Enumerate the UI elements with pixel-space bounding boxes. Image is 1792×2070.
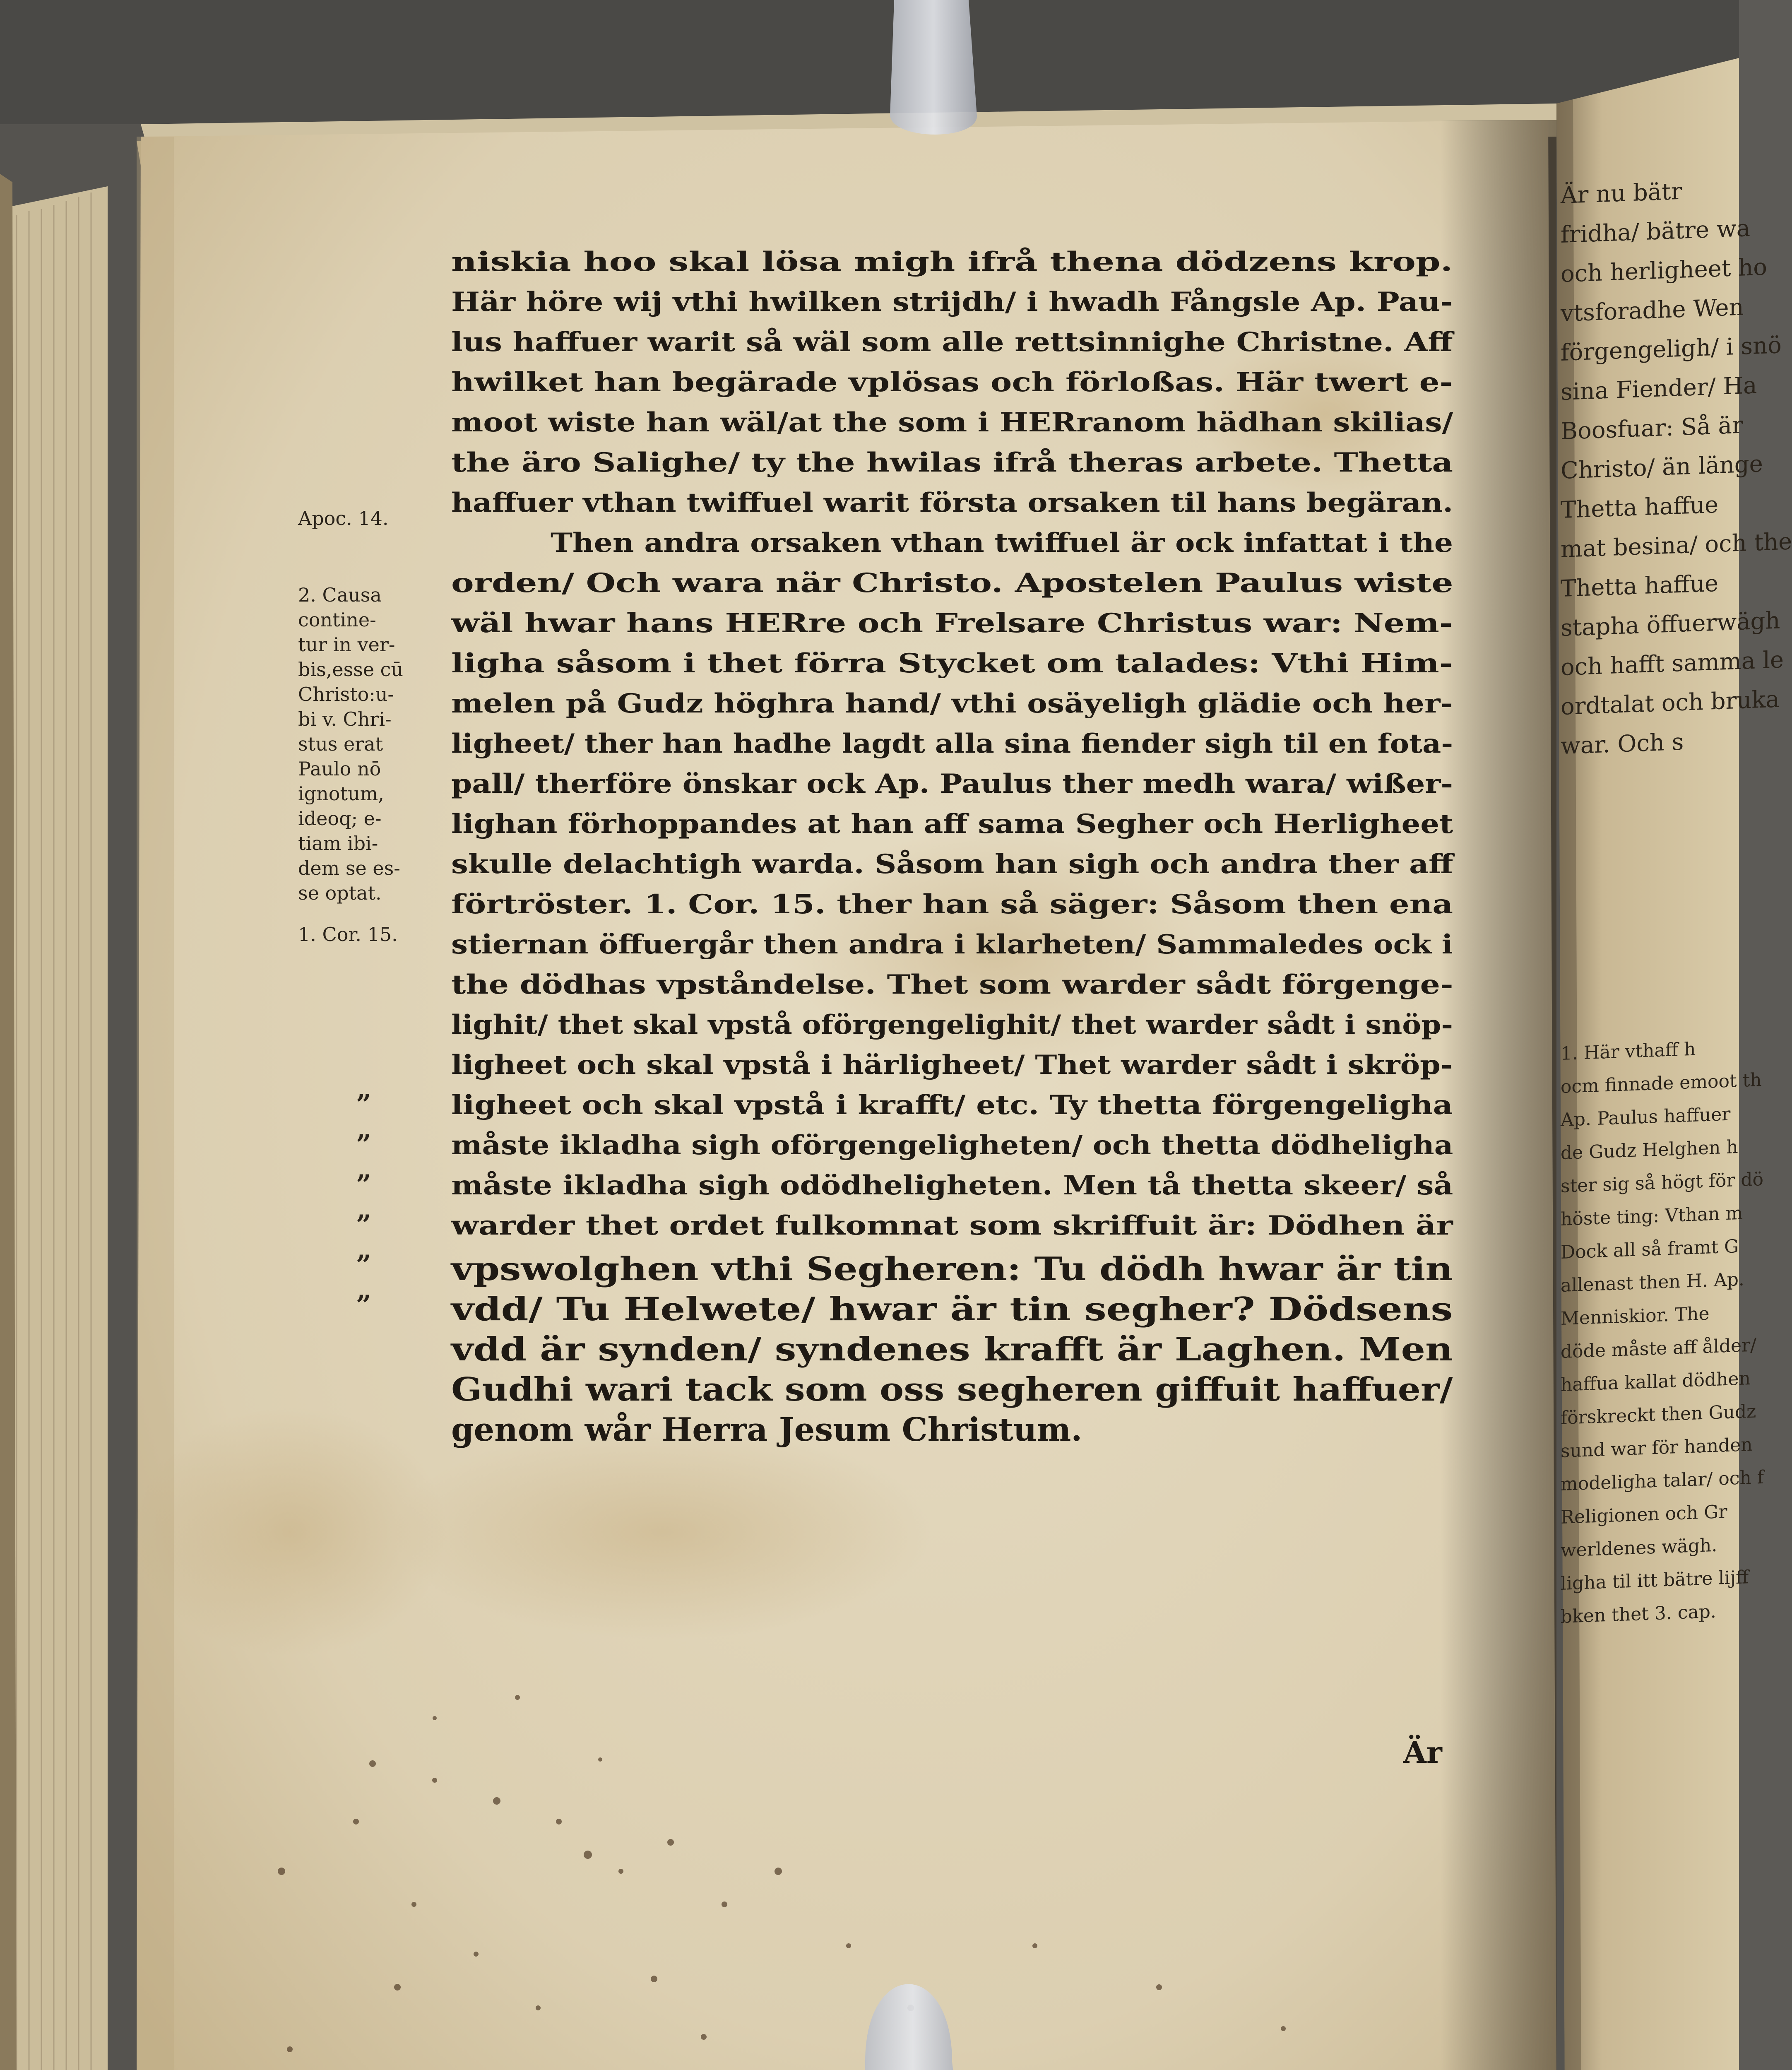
margin-note-line: se optat.: [298, 882, 382, 904]
quote-mark: ”: [356, 1290, 371, 1321]
catchword: Är: [1403, 1735, 1442, 1770]
text-line: vpswolghen vthi Segheren: Tu dödh hwar är tin: [451, 1250, 1453, 1288]
facing-text-line: bken thet 3. cap.: [1561, 1601, 1716, 1627]
facing-text-line: stapha öffuerwägh: [1561, 607, 1780, 642]
text-line: Then andra orsaken vthan twiffuel är ock infattat i the: [551, 527, 1453, 558]
facing-text-line: höste ting: Vthan m: [1561, 1202, 1743, 1230]
margin-note-line: Christo:u-: [298, 683, 394, 705]
facing-text-line: mat besina/ och the: [1561, 528, 1792, 563]
quote-mark: ”: [356, 1089, 371, 1120]
margin-note-line: tiam ibi-: [298, 832, 378, 854]
facing-text-line: sina Fiender/ Ha: [1561, 372, 1757, 406]
text-line: haffuer vthan twiffuel warit första orsaken til hans begäran.: [451, 487, 1453, 518]
facing-text-line: ster sig så högt för dö: [1561, 1168, 1764, 1197]
text-line: lighit/ thet skal vpstå oförgengelighit/ thet warder sådt i snöp-: [451, 1009, 1453, 1040]
margin-note-line: tur in ver-: [298, 633, 395, 656]
margin-note-line: contine-: [298, 609, 376, 631]
text-line: vdd är synden/ syndenes krafft är Laghen. Men: [451, 1331, 1453, 1368]
facing-text-line: och hafft samma le: [1561, 646, 1784, 681]
facing-text-line: Är nu bätr: [1561, 178, 1682, 209]
text-line: orden/ Och wara när Christo. Apostelen Paulus wiste: [451, 568, 1453, 599]
quote-mark: ”: [356, 1129, 371, 1160]
facing-text-line: modeligha talar/ och f: [1561, 1466, 1764, 1495]
text-line: moot wiste han wäl/at the som i HERranom hädhan skilias/: [451, 407, 1453, 438]
facing-text-line: förgengeligh/ i snö: [1561, 332, 1782, 366]
text-line: ligha såsom i thet förra Stycket om talades: Vthi Him-: [451, 648, 1453, 679]
text-line: warder thet ordet fulkomnat som skriffuit är: Dödhen är: [451, 1210, 1453, 1241]
text-line: Här höre wij vthi hwilken strijdh/ i hwadh Fångsle Ap. Pau-: [451, 286, 1453, 318]
text-line: niskia hoo skal lösa migh ifrå thena dödzens krop.: [451, 246, 1453, 277]
text-line: lighan förhoppandes at han aff sama Segher och Herligheet: [451, 809, 1453, 840]
margin-note-line: Apoc. 14.: [298, 507, 389, 530]
text-line: Gudhi wari tack som oss segheren giffuit haffuer/: [451, 1371, 1453, 1408]
text-line: the dödhas vpståndelse. Thet som warder sådt förgenge-: [451, 969, 1453, 1000]
facing-text-line: war. Och s: [1561, 728, 1684, 760]
margin-note-line: ignotum,: [298, 782, 384, 805]
text-line: måste ikladha sigh oförgengeligheten/ och thetta dödheligha: [451, 1130, 1453, 1161]
margin-note-line: bis,esse cū: [298, 658, 404, 681]
facing-text-line: Boosfuar: Så är: [1561, 412, 1743, 445]
facing-text-line: ocm finnade emoot th: [1561, 1069, 1762, 1098]
margin-note-line: stus erat: [298, 733, 383, 755]
margin-notes: [298, 507, 447, 1087]
quote-mark: ”: [356, 1249, 371, 1281]
facing-text-line: förskreckt then Gudz: [1561, 1401, 1756, 1429]
text-line: the äro Salighe/ ty the hwilas ifrå theras arbete. Thetta: [451, 447, 1453, 478]
facing-text-line: Dock all så framt G: [1561, 1235, 1739, 1263]
text-line: hwilket han begärade vplösas och förloßas. Här twert e-: [451, 367, 1453, 398]
facing-text-line: döde måste aff ålder/: [1561, 1334, 1756, 1362]
facing-text-line: fridha/ bätre wa: [1561, 215, 1751, 248]
text-line: genom wår Herra Jesum Christum.: [451, 1411, 1082, 1449]
text-line: ligheet/ ther han hadhe lagdt alla sina fiender sigh til en fota-: [451, 728, 1453, 759]
facing-text-line: Menniskior. The: [1561, 1303, 1710, 1329]
facing-text-line: Thetta haffue: [1561, 570, 1719, 602]
facing-text-line: vtsforadhe Wen: [1561, 294, 1744, 327]
facing-text-line: de Gudz Helghen h: [1561, 1136, 1738, 1164]
margin-note-line: Paulo nō: [298, 758, 381, 780]
text-line: lus haffuer warit så wäl som alle rettsinnighe Christne. Aff: [451, 327, 1453, 358]
text-line: ligheet och skal vpstå i härligheet/ Thet warder sådt i skröp-: [451, 1049, 1453, 1081]
text-line: vdd/ Tu Helwete/ hwar är tin segher? Dödsens: [451, 1290, 1453, 1328]
margin-note-line: dem se es-: [298, 857, 400, 879]
quote-marks-column: [356, 1089, 406, 1445]
text-line: stiernan öffuergår then andra i klarheten/ Sammaledes ock i: [451, 929, 1453, 960]
text-line: pall/ therföre önskar ock Ap. Paulus ther medh wara/ wißer-: [451, 768, 1453, 799]
margin-note-line: 2. Causa: [298, 584, 382, 606]
facing-text-line: 1. Här vthaff h: [1561, 1038, 1696, 1064]
facing-page-text: [1556, 178, 1792, 1755]
text-line: förtröster. 1. Cor. 15. ther han så säger: Såsom then ena: [451, 889, 1453, 920]
facing-text-line: Religionen och Gr: [1561, 1501, 1727, 1528]
facing-text-line: allenast then H. Ap.: [1561, 1268, 1744, 1296]
margin-note-line: ideoq; e-: [298, 807, 382, 830]
facing-text-line: Thetta haffue: [1561, 491, 1719, 524]
text-line: måste ikladha sigh odödheligheten. Men tå thetta skeer/ så: [451, 1170, 1453, 1201]
facing-text-line: Christo/ än länge: [1561, 450, 1763, 484]
main-text-block: [451, 246, 1461, 1757]
facing-text-line: Ap. Paulus haffuer: [1561, 1103, 1731, 1131]
facing-text-line: sund war för handen: [1561, 1434, 1753, 1462]
text-line: melen på Gudz höghra hand/ vthi osäyeligh glädie och her-: [451, 688, 1453, 719]
text-line: ligheet och skal vpstå i krafft/ etc. Ty thetta förgengeligha: [451, 1090, 1453, 1121]
quote-mark: ”: [356, 1169, 371, 1200]
facing-text-line: haffua kallat dödhen: [1561, 1367, 1751, 1396]
facing-text-line: ligha til itt bätre lijff: [1561, 1567, 1749, 1594]
facing-text-line: werldenes wägh.: [1561, 1534, 1717, 1561]
margin-note-line: bi v. Chri-: [298, 708, 392, 730]
margin-note-line: 1. Cor. 15.: [298, 923, 398, 946]
facing-text-line: och herligheet ho: [1561, 253, 1768, 288]
quote-mark: ”: [356, 1209, 371, 1240]
facing-text-line: ordtalat och bruka: [1561, 686, 1780, 720]
text-line: skulle delachtigh warda. Såsom han sigh och andra ther aff: [451, 849, 1453, 880]
text-line: wäl hwar hans HERre och Frelsare Christus war: Nem-: [451, 608, 1453, 639]
